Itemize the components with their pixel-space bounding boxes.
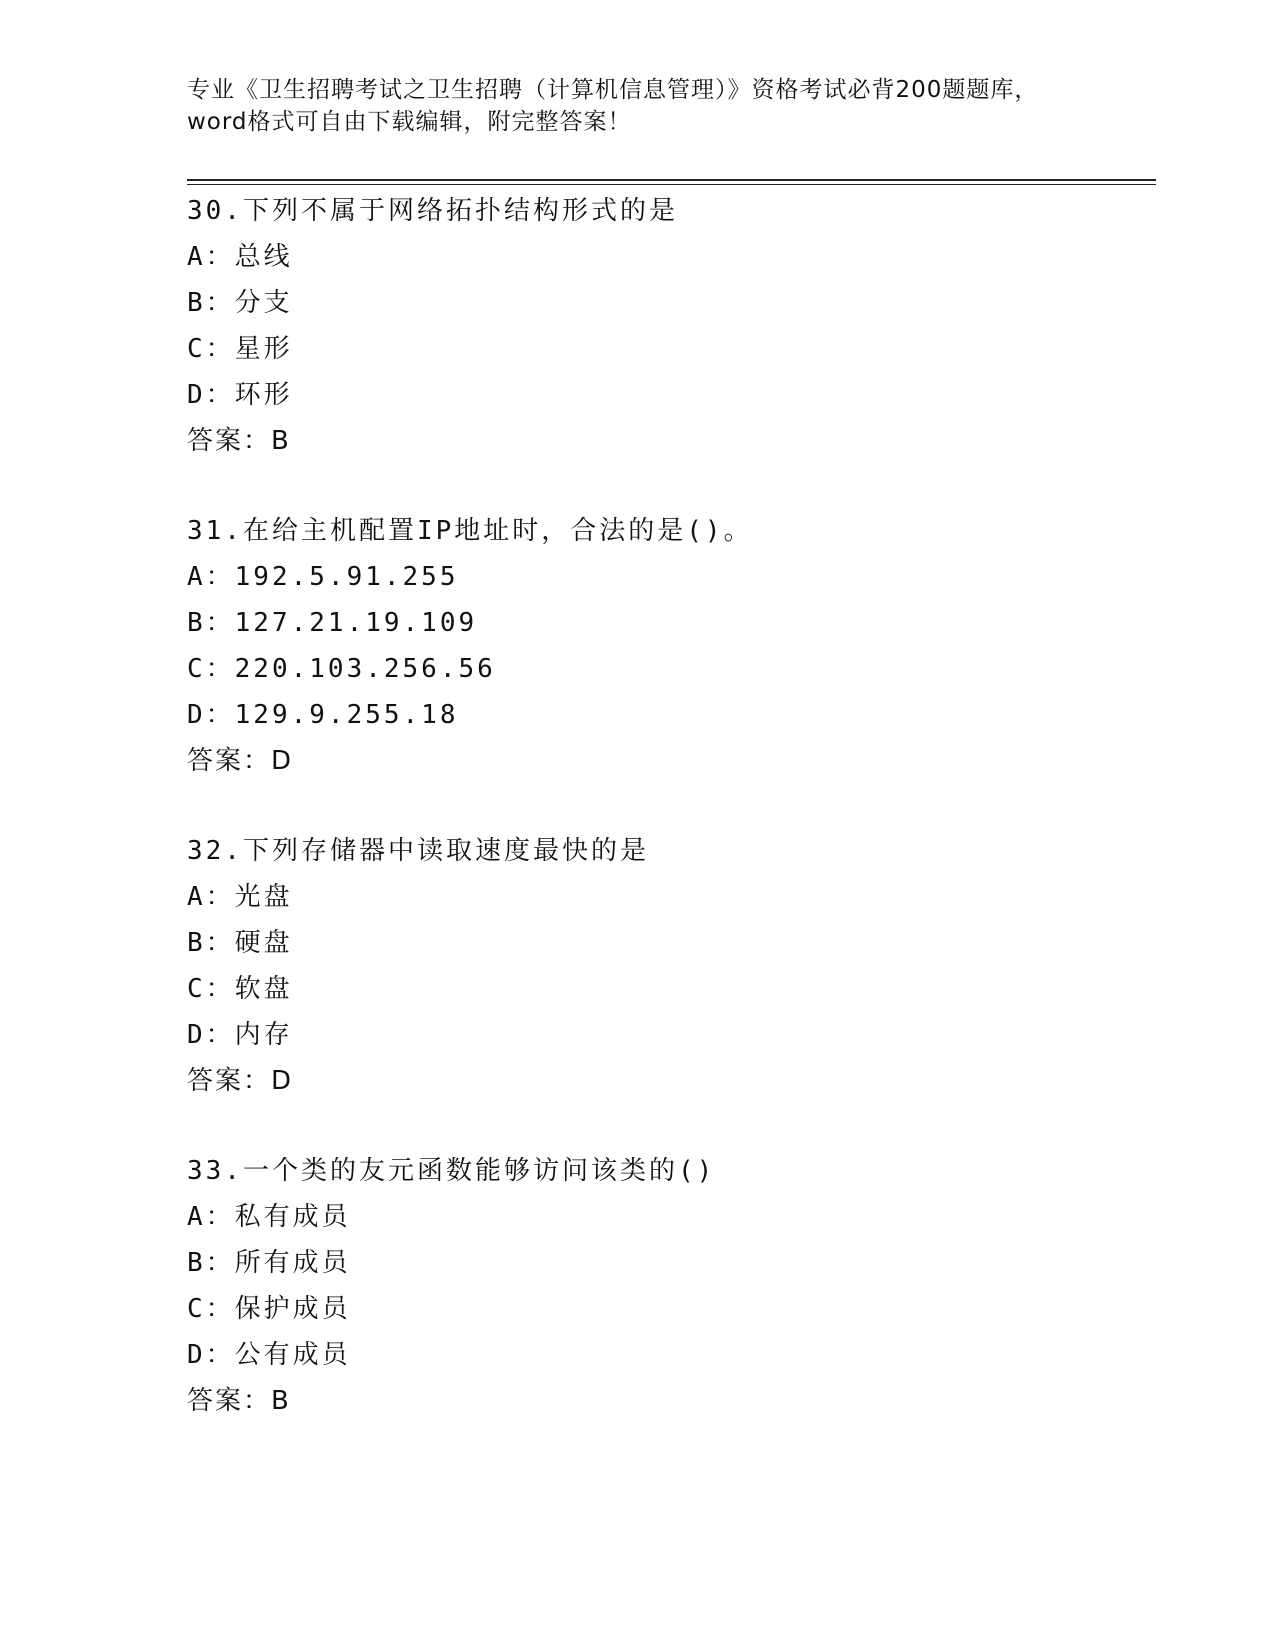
option-b: B：所有成员 <box>187 1248 351 1278</box>
question-32 <box>187 828 1187 1104</box>
header-divider-thick <box>187 179 1156 181</box>
question-stem: 31.在给主机配置IP地址时，合法的是()。 <box>187 516 753 546</box>
option-b: B：127.21.19.109 <box>187 608 478 638</box>
option-d: D：公有成员 <box>187 1340 351 1370</box>
question-31 <box>187 508 1187 784</box>
answer-line: 答案：D <box>187 746 294 776</box>
answer-line: 答案：B <box>187 426 291 456</box>
header-line-1: 专业《卫生招聘考试之卫生招聘（计算机信息管理）》资格考试必背200题题库， <box>187 77 1039 103</box>
answer-line: 答案：B <box>187 1386 291 1416</box>
header-divider-thin <box>187 184 1156 185</box>
option-d: D：129.9.255.18 <box>187 700 459 730</box>
header-line-2: word格式可自由下载编辑，附完整答案！ <box>187 109 632 135</box>
option-d: D：内存 <box>187 1020 293 1050</box>
question-stem: 33.一个类的友元函数能够访问该类的() <box>187 1156 716 1186</box>
document-header <box>187 74 1087 138</box>
question-stem: 30.下列不属于网络拓扑结构形式的是 <box>187 196 678 226</box>
question-33 <box>187 1148 1187 1424</box>
option-c: C：220.103.256.56 <box>187 654 496 684</box>
option-b: B：硬盘 <box>187 928 293 958</box>
option-b: B：分支 <box>187 288 293 318</box>
option-d: D：环形 <box>187 380 293 410</box>
option-a: A：总线 <box>187 242 293 272</box>
question-stem: 32.下列存储器中读取速度最快的是 <box>187 836 649 866</box>
option-c: C：保护成员 <box>187 1294 351 1324</box>
answer-line: 答案：D <box>187 1066 294 1096</box>
option-c: C：软盘 <box>187 974 293 1004</box>
option-a: A：光盘 <box>187 882 293 912</box>
question-30 <box>187 188 1187 464</box>
option-a: A：私有成员 <box>187 1202 351 1232</box>
option-a: A：192.5.91.255 <box>187 562 459 592</box>
option-c: C：星形 <box>187 334 293 364</box>
